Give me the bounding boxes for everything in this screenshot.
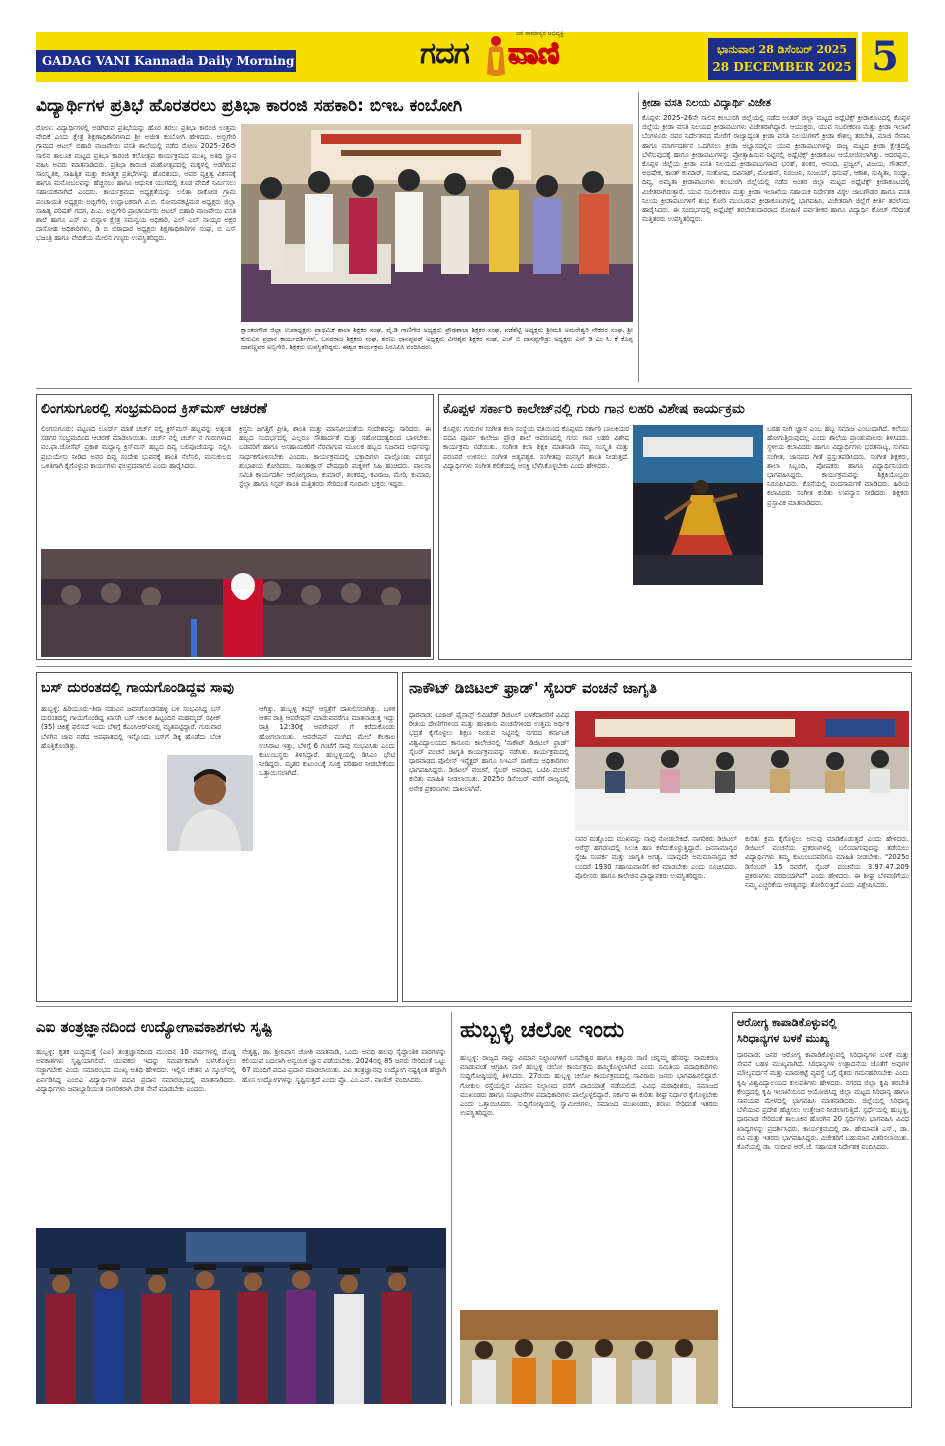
body-cyber-col1: ಧಾರವಾಡ: ಬಜಾಜ್ ಫೈನಾನ್ಸ್ ಲಿಮಿಟೆಡ್ ಡಿಜಿಟಲ್ ಬಳಕೆದಾರರಿಗೆ ವಿವಿಧ ರೀತಿಯ ದೇಣಿಗೆಗಳಿಂದ ಮತ್ತು ಹಣಕಾಸು ವಂಚನೆಗಳಿಂದ ಉತ್ತಮ ಅರ್ಥಿಕ ಭದ್ರತೆ ಕೈಗೊಳ್ಳಲು ಶಿಕ್ಷಣ ನೀಡುವ ನಿಟ್ಟಿನಲ್ಲಿ ನಗರದ ಕರ್ನಾಟಕ ವಿಶ್ವವಿದ್ಯಾಲಯದ ಕಾನೂನು ಕಾಲೇಜಿನಲ್ಲಿ 'ನಾಕೌಟ್ ಡಿಜಿಟಲ್ ಫ್ರಾಡ್' ಸೈಬರ್ ವಂಚನೆ ಜಾಗೃತಿ ಕಾರ್ಯಕ್ರಮವನ್ನು ನಡೆಸಿತು. ಕಾರ್ಯಕ್ರಮದಲ್ಲಿ ಧಾರವಾಡದ ಪೊಲೀಸ್ ಇನ್ಸ್ಪೆಕ್ಟರ್ ಹಾಗೂ ಸಿಇಎನ್ ಠಾಣೆಯ ಅಧಿಕಾರಿಗಳು ಭಾಗವಹಿಸಿದ್ದರು. ಡಿಜಿಟಲ್ ವಂಚನೆ, ಸೈಬರ್ ಅಪರಾಧ, ಒಟಿಪಿ ವಂಚನೆ ಕುರಿತು ಮಾಹಿತಿ ನೀಡಲಾಯಿತು. 2025ರ ಡಿಸೆಂಬರ್ ವರೆಗೆ ರಾಜ್ಯದಲ್ಲಿ ಅನೇಕ ಪ್ರಕರಣಗಳು ದಾಖಲಾಗಿವೆ.: [409, 711, 569, 793]
body-hubli: ಹುಬ್ಬಳ್ಳಿ: ರಾಜ್ಯದ ನಾನ್ನು ವಿಮಾನ ನಿಲ್ದಾಣಗಳಿಗೆ ಬಸವೇಶ್ವರ ಹಾಗೂ ಕಿತ್ತೂರು ರಾಣಿ ಚನ್ನಮ್ಮ ಹೆಸರನ್ನು ನಾಮಕರಣ ಮಾಡುವಂತೆ ಆಗ್ರಹಿಸಿ ನಾಳೆ ಹುಬ್ಬಳ್ಳಿ ಚಲೋ ಕಾರ್ಯಕ್ರಮ ಹಮ್ಮಿಕೊಳ್ಳಲಾಗಿದೆ ಎಂದು ಸಮಿತಿಯ ಪದಾಧಿಕಾರಿಗಳು ಸುದ್ದಿಗೋಷ್ಠಿಯಲ್ಲಿ ತಿಳಿಸಿದರು. 27ರಂದು ಹುಬ್ಬಳ್ಳಿ ಚಲೋ ಕಾರ್ಯಕ್ರಮದಲ್ಲಿ ಸಾವಿರಾರು ಜನರು ಭಾಗವಹಿಸಲಿದ್ದಾರೆ. ಗೋಕುಲ ರಸ್ತೆಯಲ್ಲಿನ ವಿಮಾನ ನಿಲ್ದಾಣದ ವರೆಗೆ ಪಾದಯಾತ್ರೆ ನಡೆಯಲಿದೆ. ವಿವಿಧ ಮಠಾಧೀಶರು, ಸಮಾಜದ ಮುಖಂಡರು ಹಾಗೂ ಸಂಘಟನೆಗಳ ಪದಾಧಿಕಾರಿಗಳು ಪಾಲ್ಗೊಳ್ಳಲಿದ್ದಾರೆ. ಸರ್ಕಾರ ಈ ಕುರಿತು ಶೀಘ್ರ ನಿರ್ಧಾರ ಕೈಗೊಳ್ಳಬೇಕು ಎಂದು ಒತ್ತಾಯಿಸಿದರು. ಸುದ್ದಿಗೋಷ್ಠಿಯಲ್ಲಿ ಸ್ವಾಮೀಜಿಗಳು, ಸಮಾಜದ ಮುಖಂಡರು, ಶರಣು ಸೇರಿದಂತೆ ಇತರರು ಉಪಸ್ಥಿತರಿದ್ದರು.: [460, 1054, 718, 1118]
article-bieo: [36, 92, 634, 384]
masthead-banner: GADAG VANI Kannada Daily Morning: [36, 50, 296, 72]
column-divider: [451, 1012, 452, 1406]
date-box: [708, 38, 856, 80]
article-cyber: [402, 672, 912, 1002]
article-sports: [642, 92, 912, 384]
article-koppal: [438, 394, 912, 660]
headline-bieo: ವಿದ್ಯಾರ್ಥಿಗಳ ಪ್ರತಿಭೆ ಹೊರತರಲು ಪ್ರತಿಭಾ ಕಾರಂಜಿ ಸಹಕಾರಿ: ಬಿಇಒ ಕಂಬೋಗಿ: [36, 96, 463, 116]
body-health: ಧಾರವಾಡ: ಜನರ ಆರೋಗ್ಯ ಕಾಪಾಡಿಕೊಳ್ಳುವಲ್ಲಿ ಸಿರಿಧಾನ್ಯಗಳ ಬಳಕೆ ಮತ್ತು ಸೇವನೆ ಬಹಳ ಮುಖ್ಯವಾಗಿದೆ. ಸಿರಿಧಾನ್ಯಗಳ ಉತ್ಪಾದನೆಯ ಜೊತೆಗೆ ಅವುಗಳ ಮೌಲ್ಯವರ್ಧನೆ ಮತ್ತು ಮಾರುಕಟ್ಟೆ ವ್ಯವಸ್ಥೆ ಬಗ್ಗೆ ರೈತರು ಗಮನಹರಿಸಬೇಕು ಎಂದು ಕೃಷಿ ವಿಶ್ವವಿದ್ಯಾಲಯದ ಕುಲಪತಿಗಳು ಹೇಳಿದರು. ನಗರದ ಜಿಲ್ಲಾ ಕೃಷಿ ತರಬೇತಿ ಕೇಂದ್ರದಲ್ಲಿ ಕೃಷಿ ಇಲಾಖೆಯಿಂದ ಆಯೋಜಿಸಿದ್ದ ಜಿಲ್ಲಾ ಮಟ್ಟದ ಸಿರಿಧಾನ್ಯ ಹಾಗೂ ಸಾವಯವ ಮೇಳದಲ್ಲಿ ಭಾಗವಹಿಸಿ ಮಾತನಾಡಿದರು. ಜಿಲ್ಲೆಯಲ್ಲಿ ಸಿರಿಧಾನ್ಯ ಬೆಳೆಯುವ ಪ್ರದೇಶ ಹೆಚ್ಚಿಸಲು ಉತ್ತೇಜನ ನೀಡಲಾಗುತ್ತಿದೆ. ಸ್ಪರ್ಧೆಯಲ್ಲಿ ಹುಬ್ಬಳ್ಳಿ, ಧಾರವಾಡ ಸೇರಿದಂತೆ ತಾಲೂಕಿನ ಹೊರಗಿನ 20 ಸ್ಪರ್ಧಿಗಳು ಭಾಗವಹಿಸಿ ವಿವಿಧ ಖಾದ್ಯಗಳನ್ನು ಪ್ರದರ್ಶಿಸಿದರು. ಕಾರ್ಯಕ್ರಮದಲ್ಲಿ ಡಾ. ಹೇಮಾವತಿ ಎಸ್., ಡಾ. ರವಿ ಮತ್ತು ಇತರರು ಭಾಗವಹಿಸಿದ್ದರು. ವಿಜೇತರಿಗೆ ಬಹುಮಾನ ವಿತರಿಸಲಾಯಿತು. ಕೊನೆಯಲ್ಲಿ ಡಾ. ಸಂದೀಪ ಆರ್.ಜೆ. ಸಹಾಯಕ ನಿರ್ದೇಶಕ ವಂದಿಸಿದರು.: [737, 1051, 909, 1152]
body-ai-col2: ನೇತೃತ್ವ, ಡಾ. ಶ್ರೀನಿವಾಸ ಜೋಶಿ ಮಾತನಾಡಿ, ಒಂದು ಅವಧಿ ಹಲವು ಸೈದ್ಧಾಂತಿಕ ಪಾಠಗಳನ್ನು ಕಲಿಯುವ ಬದಲಾಗಿ ಅನ್ವಯಿಕ ಜ್ಞಾನ ಪಡೆಯಬೇಕು. 2024ರಲ್ಲಿ 85 ಜನರು ಸೇರಿದಂತೆ ಒಟ್ಟು 67 ಮಂದಿಗೆ ಪದವಿ ಪ್ರದಾನ ಮಾಡಲಾಯಿತು. ಎಐ ತಂತ್ರಜ್ಞಾನವು ಉದ್ಯೋಗ ನಷ್ಟಕ್ಕಿಂತ ಹೆಚ್ಚಾಗಿ ಹೊಸ ಉದ್ಯೋಗಗಳನ್ನು ಸೃಷ್ಟಿಸುತ್ತದೆ ಎಂದು ಪ್ರೊ. ಎಂ.ಎನ್. ವಾಣಿಜ್ ವಂದಿಸಿದರು.: [242, 1048, 446, 1084]
photo-bieo-event: [241, 124, 633, 322]
headline-bus: ಬಸ್ ದುರಂತದಲ್ಲಿ ಗಾಯಗೊಂಡಿದ್ದವ ಸಾವು: [41, 680, 234, 696]
body-koppal-col1: ಕೊಪ್ಪಳ: ಗುರುಗಳ ಸಂಗೀತ ಕಲಾ ಸಂಸ್ಥೆಯ ವತಿಯಿಂದ ಕೊಪ್ಪಳದ ಸರ್ಕಾರಿ ಬಾಲಕಿಯರ ಪದವಿ ಪೂರ್ವ ಕಾಲೇಜು ಪ್ರೌಢ ಶಾಲೆ ಆವರಣದಲ್ಲಿ ಗುರು ಗಾನ ಲಹರಿ ವಿಶೇಷ ಕಾರ್ಯಕ್ರಮ ನಡೆಯಿತು. ಸಂಗೀತ ಕಲಾ ಶಿಕ್ಷಕಿ ಮಾತನಾಡಿ ನಮ್ಮ ಸಂಸ್ಕೃತಿ ಮತ್ತು ಪರಂಪರೆ ಉಳಿಸಲು ಸಂಗೀತ ಅತ್ಯವಶ್ಯಕ. ಸಂಗೀತವು ಮನಸ್ಸಿಗೆ ಶಾಂತಿ ನೀಡುತ್ತದೆ. ವಿದ್ಯಾರ್ಥಿಗಳು ಸಂಗೀತ ಕಲಿಕೆಯಲ್ಲಿ ಆಸಕ್ತಿ ಬೆಳೆಸಿಕೊಳ್ಳಬೇಕು ಎಂದು ಹೇಳಿದರು.: [443, 425, 629, 470]
headline-cyber: ನಾಕೌಟ್ ಡಿಜಿಟಲ್ ಫ್ರಾಡ್' ಸೈಬರ್ ವಂಚನೆ ಜಾಗೃತಿ: [409, 679, 657, 697]
newspaper-logo: [420, 30, 580, 82]
logo-text-vani: ವಾಣಿ: [508, 36, 560, 71]
article-health: [732, 1012, 912, 1408]
headline-ai: ಎಐ ತಂತ್ರಜ್ಞಾನದಿಂದ ಉದ್ಯೋಗಾವಕಾಶಗಳು ಸೃಷ್ಟಿ: [36, 1018, 273, 1036]
logo-figure-icon: [484, 34, 508, 78]
body-cyber-col3: ಕುರಿತು ಕ್ರಮ ಕೈಗೊಳ್ಳಲು ಅನುವು ಮಾಡಿಕೊಡುತ್ತದೆ ಎಂದು ಹೇಳಿದರು. ಡಿಜಿಟಲ್ ವಂಚನೆಯ ಪ್ರಕರಣಗಳಲ್ಲಿ ಬಲಿಯಾಗುವುದನ್ನು ತಡೆಯಲು ವಿದ್ಯಾರ್ಥಿಗಳು ತಮ್ಮ ಕುಟುಂಬದವರಿಗೂ ಮಾಹಿತಿ ನೀಡಬೇಕು. "2025ರ ಡಿಸೆಂಬರ್ 15 ರವರೆಗೆ, ಸೈಬರ್ ವಂಚನೆಯ 3.97.47.209 ಪ್ರಕರಣಗಳು ವರದಿಯಾಗಿವೆ" ಎಂದು ಹೇಳಿದರು. ಈ ಶೀಘ್ರ ಬೆಳವಣಿಗೆಯು ನಮ್ಮ ಎಚ್ಚರಿಕೆಯ ಅಗತ್ಯವನ್ನು ತೋರಿಸುತ್ತದೆ ಎಂದು ವಿಶ್ಲೇಷಿಸಿದರು.: [745, 835, 909, 890]
body-christmas-col1: ಲಿಂಗಸುಗೂರು: ಪಟ್ಟಣದ ಲೂರ್ದ್ ಮಾತೆ ಚರ್ಚ್ ನಲ್ಲಿ ಕ್ರಿಸ್‌ಮಸ್ ಹಬ್ಬವನ್ನು ಅತ್ಯಂತ ಸಡಗರ ಸಂಭ್ರಮದಿಂದ ಆಚರಣೆ ಮಾಡಲಾಯಿತು. ಚರ್ಚ್ ನಲ್ಲಿ ಚರ್ಚ್ ನ ಗುರುಗಳಾದ ವಂ.ಫಾ.ಜೋಸೆಫ್ ಪ್ರಕಾಶ ಮದ್ದಾನ್ಯ ಕ್ರಿಸ್‌ಮಸ್ ಹಬ್ಬದ ದಿವ್ಯ ಬಲಿಪೂಜೆಯನ್ನು ಸಲ್ಲಿಸಿ ಪ್ರಭುಯೇಸು ನೀಡಿದ ಅವರ ದಿವ್ಯ ಸಂದೇಶ ಭುವನಕ್ಕೆ ಶಾಂತಿ ನೆಲೆಸಲಿ, ಮನುಕುಲದ ಒಳಿತಿಗಾಗಿ ಕೈಗೊಳ್ಳುವ ಕಾರ್ಯಗಳು ಫಲಪ್ರದವಾಗಲಿ ಎಂದು ಹಾರೈಸಿದರು.: [41, 425, 231, 470]
headline-koppal: ಕೊಪ್ಪಳ ಸರ್ಕಾರಿ ಕಾಲೇಜ್‌ನಲ್ಲಿ ಗುರು ಗಾನ ಲಹರಿ ವಿಶೇಷ ಕಾರ್ಯಕ್ರಮ: [443, 401, 745, 417]
logo-tagline: ಜನ ಸಾಮಾನ್ಯರ ಅಭಿವ್ಯಕ್ತಿ: [516, 30, 564, 37]
masthead: [0, 0, 945, 92]
page-number: 5: [862, 32, 908, 82]
article-bus: [36, 672, 398, 1002]
photo-cyber-event: [575, 711, 909, 831]
column-divider: [638, 92, 639, 382]
body-sports: ಕೊಪ್ಪಳ: 2025–26ನೇ ಸಾಲಿನ ಕಲಬುರಗಿ ಜಿಲ್ಲೆಯಲ್ಲಿ ನಡೆದ ಅಂತರ್ ಜಿಲ್ಲಾ ಮಟ್ಟದ ಅಥ್ಲೆಟಿಕ್ಸ್ ಕ್ರೀಡಾಕೂಟದಲ್ಲಿ ಕೊಪ್ಪಳ ಜಿಲ್ಲೆಯ ಕ್ರೀಡಾ ವಸತಿ ನಿಲಯದ ಕ್ರೀಡಾಪಟುಗಳು ವಿಜೇತರಾಗಿದ್ದಾರೆ. ಆಯುಕ್ತರು, ಯುವ ಸಬಲೀಕರಣ ಮತ್ತು ಕ್ರೀಡಾ ಇಲಾಖೆ ಬೆಂಗಳೂರು ರವರ ನಿರ್ದೇಶನದ ಮೇರೆಗೆ ರಾಜ್ಯಾದ್ಯಂತ ಕ್ರೀಡಾ ವಸತಿ ನಿಲಯಗಳಿಗೆ ಕ್ರೀಡಾ ಕೌಶಲ್ಯ ತರಬೇತಿ, ಮಾಜಿ ಸೇನಾನಿ ಹಾಗೂ ಮಾರ್ಗದರ್ಶನ ಒದಗಿಸಲು ಕ್ರೀಡಾ ಅಭ್ಯಾಸದಲ್ಲಿನ ಯುವ ಕ್ರೀಡಾಪಟುಗಳನ್ನು ರಾಜ್ಯ ಮಟ್ಟದ ಕ್ರೀಡಾ ಕ್ಷೇತ್ರದಲ್ಲಿ ಬೆಳೆಸುವುದಕ್ಕೆ ಹಾಗೂ ಕ್ರೀಡಾಪಟುಗಳನ್ನು ಪ್ರೋತ್ಸಾಹಿಸುವ ನಿಟ್ಟಿನಲ್ಲಿ ಅಥ್ಲೆಟಿಕ್ಸ್ ಕ್ರೀಡಾಕೂಟ ಆಯೋಜಿಸಲಾಗಿತ್ತು. ಆದರಪ್ಪನು, ಕೊಪ್ಪಳ ಜಿಲ್ಲೆಯ ಕ್ರೀಡಾ ವಸತಿ ನಿಲಯದ ಕ್ರೀಡಾಪಟುಗಳಾದ ಭರತ್, ಶಂಕರ, ಆನಂದ, ಪ್ರಜ್ವಲ್, ವಿಜಯ, ಗೌತಮ್, ಅಭಿಷೇಕ, ಕಾಂತ್ ಕುಮಾರ್, ಸಂತೋಷ, ದವಿನಾಶ್, ಮೋಹನ್, ನಿರಂಜನಿ, ಸಂಜಯ್, ಧನುಷ್, ಆಕಾಶ, ಸುಷ್ಮಿತಾ, ಸಂಧ್ಯಾ, ದಿವ್ಯ, ಅಮೃತಾ ಕ್ರೀಡಾಪಟುಗಳು ಕಲಬುರಗಿ ಜಿಲ್ಲೆಯಲ್ಲಿ ನಡೆದ ಅಂತರ ಜಿಲ್ಲಾ ಮಟ್ಟದ ಅಥ್ಲೆಟಿಕ್ಸ್ ಕ್ರೀಡಾಕೂಟದಲ್ಲಿ ವಿಜೇತರಾಗಿರುತ್ತಾರೆ. ಯುವ ಸಬಲೀಕರಣ ಮತ್ತು ಕ್ರೀಡಾ ಇಲಾಖೆಯ ಸಹಾಯಕ ನಿರ್ದೇಶಕ ವಿಠ್ಠಲ ಜಾಬಗೌಡರ ಹಾಗೂ ವಸತಿ ನಿಲಯ ಕ್ರೀಡಾಪಟುಗಳಿಗೆ ಶುಭ ಕೋರಿ ಮುಂಬರುವ ಕ್ರೀಡಾಕೂಟಗಳಲ್ಲಿ ಭಾಗವಹಿಸಿ, ವಿಜೇತರಾಗಿ ಜಿಲ್ಲೆಗೆ ಕೀರ್ತಿ ತರಲೆಂದು ಹಾರೈಸಿದರು. ಈ ಸಂದರ್ಭದಲ್ಲಿ ಅಥ್ಲೆಟಿಕ್ಸ್ ತರಬೇತುದಾರರಾದ ರೋಹಿಣಿ ಪರ್ವತೀಕರ ಹಾಗೂ ವಿದ್ಯಾರ್ಥಿ ಕೋಚ್ ಸೆರಿದಂತೆ ಮತ್ತಿತರರು ಉಪಸ್ಥಿತರಿದ್ದರು.: [642, 114, 910, 224]
article-hubli: [456, 1012, 722, 1408]
row-divider: [36, 388, 912, 389]
photo-koppal-dance: [633, 425, 763, 585]
headline-health-line2: ಸಿರಿಧಾನ್ಯಗಳ ಬಳಕೆ ಮುಖ್ಯ: [737, 1032, 830, 1045]
row-divider: [36, 666, 912, 667]
body-bieo-col1: ರೋಣ: ವಿದ್ಯಾರ್ಥಿಗಳಲ್ಲಿ ಅಡಗಿರುವ ಪ್ರತಿಭೆಯನ್ನು ಹೊರ ತರಲು ಪ್ರತಿಭಾ ಕಾರಂಜಿ ಉತ್ತಮ ವೇದಿಕೆ ಎಂದು ಕ್ಷೇತ್ರ ಶಿಕ್ಷಣಾಧಿಕಾರಿಗಳಾದ ಶ್ರೀ ಅಜೀತ ಕಂಬೋಗಿ ಹೇಳಿದರು. ಅಬ್ಬಿಗೇರಿ ಗ್ರಾಮದ ಆಟಲ್ ಬಿಹಾರಿ ವಾಜಪೇಯಿ ವಸತಿ ಶಾಲೆಯಲ್ಲಿ ನಡೆದ ರೋಣ 2025–26ನೇ ಸಾಲಿನ ತಾಲೂಕ ಮಟ್ಟದ ಪ್ರತಿಭಾ ಕಾರಂಜಿ ಕಲೋತ್ಸವ ಕಾರ್ಯಕ್ರಮದ ಮುಖ್ಯ ಅತಿಥಿ ಸ್ಥಾನ ವಹಿಸಿ ಅವರು ಮಾತನಾಡಿದರು. ಪ್ರತಿಭಾ ಕಾರಂಜಿ ಮಹೋತ್ಸವದಲ್ಲಿ ಮಕ್ಕಳಲ್ಲಿ ಅಡಗಿರುವ ಸಾಂಸ್ಕೃತಿಕ, ಸಾಹಿತ್ಯಿಕ ಮತ್ತು ಕಲಾತ್ಮಕ ಪ್ರತಿಭೆಗಳನ್ನು ಹೊರತಂದು, ಅವರ ವ್ಯಕ್ತಿತ್ವ ವಿಕಸನಕ್ಕೆ ಹಾಗೂ ಮನೋಬಲವನ್ನು ಹೆಚ್ಚಿಸಲು ಹಾಗೂ ಆಧುನಿಕ ಯುಗದಲ್ಲಿ ಕೂಡ ವೇದಿಕೆ ನಿರ್ಮಿಸಲು ಸಹಾಯಕವಾಗಿದೆ ಎಂದರು. ಕಾರ್ಯಕ್ರಮದ ಅಧ್ಯಕ್ಷತೆಯನ್ನು ಲಲಿತಾ ರಾಕೋಡ ಗ್ರಾಮ ಪಂಚಾಯತಿ ಅಧ್ಯಕ್ಷರು ಅಬ್ಬಿಗೇರಿ, ಉದ್ಘಾಟಕರಾಗಿ ವಿ.ಬಿ. ಸೋಮನಕಟ್ಟಿಮಠ ಅಧ್ಯಕ್ಷರು ಜಿಲ್ಲಾ ಸಾಹಿತ್ಯ ಪರಿಷತ್ ಗದಗ, ಪಿ.ಎ. ಅಬ್ಬಿಗೇರಿ ಪ್ರಾಚಾರ್ಯರು ಆಟಲ್ ಬಿಹಾರಿ ವಾಜಪೇಯಿ ವಸತಿ ಶಾಲೆ ಹಾಗೂ ಎಸ್ ಎ ಬಿನ್ನಾಳ ಕ್ಷೇತ್ರ ಸಮನ್ವಯ ಅಧಿಕಾರಿ, ಎಲ್ ಎಲ್ ನಾಯ್ಕರ ಅಕ್ಷರ ದಾಸೋಹ ಅಧಿಕಾರಿಗಳು, ಡಿ ಬಿ ಬಿರಾದಾರ ಅಧ್ಯಕ್ಷರು ಶಿಕ್ಷಣಾಧಿಕಾರಿಗಳ ಸಂಘ, ಬಿ ಎಸ್ ಭಜಂತ್ರಿ ಹಾಗೂ ವೇದಿಕೆಯ ಮೇಲಿನ ಗಣ್ಯರು ಉಪಸ್ಥಿತರಿದ್ದರು.: [36, 124, 236, 243]
headline-hubli: ಹುಬ್ಬಳ್ಳಿ ಚಲೋ ಇಂದು: [460, 1018, 625, 1043]
photo-hubli-pressmeet: [460, 1310, 718, 1404]
date-kannada: ಭಾನುವಾರ 28 ಡಿಸೆಂಬರ್ 2025: [716, 43, 848, 56]
row-divider: [36, 1006, 912, 1007]
body-ai-col1: ಹುಬ್ಬಳ್ಳಿ: ಕೃತಕ ಬುದ್ಧಿಮತ್ತೆ (ಎಐ) ತಂತ್ರಜ್ಞಾನದಿಂದ ಮುಂದಿನ 10 ವರ್ಷಗಳಲ್ಲಿ ದೊಡ್ಡ ಅವಕಾಶಗಳು ಸೃಷ್ಟಿಯಾಗಲಿವೆ. ಯುವಕರು ಇದನ್ನು ಸಮರ್ಪಕವಾಗಿ ಬಳಸಿಕೊಳ್ಳಲು ಸಜ್ಜಾಗಬೇಕು ಎಂದು ಸಮಾರಂಭದ ಮುಖ್ಯ ಅತಿಥಿ ಹೇಳಿದರು. ಇಲ್ಲಿನ ಚೇತನ ವಿ ಸ್ಕೂಲ್‌ನಲ್ಲಿ ಏರ್ಪಡಿಸಿದ್ದ ಎಂಬಿಎ ವಿದ್ಯಾರ್ಥಿಗಳ ಪದವಿ ಪ್ರದಾನ ಸಮಾರಂಭದಲ್ಲಿ ಮಾತನಾಡಿದರು. ವಿದ್ಯಾರ್ಥಿಗಳು ಜವಾಬ್ದಾರಿಯುತ ನಾಗರಿಕರಾಗಿ ದೇಶ ಸೇವೆ ಮಾಡಬೇಕು ಎಂದರು.: [36, 1048, 236, 1093]
logo-text-gadaga: ಗದಗ: [420, 36, 469, 71]
body-bus-col1: ಹುಬ್ಬಳ್ಳಿ: ಹಿರಿಯೂರು–ಶಿರಾ ನಡುವಿನ ಜವನಗೊಂಡನಹಳ್ಳಿ ಬಳಿ ಸಂಭವಿಸಿದ್ದ ಬಸ್ ದುರಂತದಲ್ಲಿ ಗಾಯಗೊಂಡಿದ್ದ ಖಾಸಗಿ ಬಸ್ ಚಾಲಕ ಹಿಟ್ಟಂದಿನ ಮಹಮ್ಮದ್ ರಫೀಕ್ (35) ಚಿಕಿತ್ಸೆ ಫಲಿಸದೆ ಇಂದು ಬೆಳಿಗ್ಗೆ ಕೆಎಂಸಿಆರ್‌ಐನಲ್ಲಿ ಮೃತಪಟ್ಟಿದ್ದಾರೆ. ಗುರುವಾರ ಬೆಳಗಿನ ಜಾವ ನಡೆದ ಅಪಘಾತದಲ್ಲಿ ಇನ್ನೊಂದು ಬಸ್‌ಗೆ ಡಿಕ್ಕಿ ಹೊಡೆದು ಬೆಂಕಿ ಹೊತ್ತಿಕೊಂಡಿತ್ತು.: [41, 705, 221, 750]
headline-health-line1: ಆರೋಗ್ಯ ಕಾಪಾಡಿಕೊಳ್ಳುವಲ್ಲಿ: [737, 1016, 837, 1029]
body-bus-col2: ಆಗಿತ್ತು. ಹುಬ್ಬಳ್ಳಿ ಕಿಮ್ಸ್ ಆಸ್ಪತ್ರೆಗೆ ದಾಖಲಿಸಲಾಗಿತ್ತು. ಬಳಿಕ ಆತನ ರಾತ್ರಿ ಆಪರೇಷನ್ ಮಾಡುವವರೆಗೂ ಮಾತನಾಡುತ್ತ ಇದ್ದು ರಾತ್ರಿ 12:30ಕ್ಕೆ ಆಪರೇಷನ್ ಗೆ ಕರೆದುಕೊಂಡು ಹೋಗಲಾಯಿತು. ಆಪರೇಷನ್ ಮುಗಿದ ಮೇಲೆ ಕೆಲಕಾಲ ಉಸಿರಾಟ ಇತ್ತು, ಬೆಳಿಗ್ಗೆ 6 ಗಂಟೆಗೆ ಸಾವು ಸಂಭವಿಸಿತು ಎಂದು ಕುಟುಂಬಸ್ಥರು ತಿಳಿಸಿದ್ದಾರೆ. ಹುಬ್ಬಳ್ಳಿಯಲ್ಲಿ ಡಿಸಿಎಂ ಭೇಟಿ ನೀಡಿದ್ದರು. ಮೃತರ ಕುಟುಂಬಕ್ಕೆ ಸೂಕ್ತ ಪರಿಹಾರ ನೀಡಬೇಕೆಂದು ಒತ್ತಾಯಿಸಲಾಗಿದೆ.: [259, 705, 395, 778]
headline-sports: ಕ್ರೀಡಾ ವಸತಿ ನಿಲಯ ವಿದ್ಯಾರ್ಥಿ ವಿಜೇತ: [642, 97, 771, 109]
body-cyber-col2: ನವರ ಮತ್ತೊಂದು ಮುಖವನ್ನು ನಾವು ನೋಡಬೇಕಿದೆ. ನಾಗರಿಕರು ಡಿಜಿಟಲ್ ಅರೆಸ್ಟ್ ಹಗರಣದಲ್ಲಿ ಸಿಲುಕಿ ಹಣ ಕಳೆದುಕೊಳ್ಳುತ್ತಿದ್ದಾರೆ. ಜನಸಾಮಾನ್ಯರ ಸ್ನೇಹಿ ಸಂಪರ್ಕ ಮತ್ತು ಜಾಗೃತಿ ಅಗತ್ಯ. ಯಾವುದೇ ಅನುಮಾನಾಸ್ಪದ ಕರೆ ಬಂದರೆ 1930 ಸಹಾಯವಾಣಿಗೆ ಕರೆ ಮಾಡಬೇಕು ಎಂದು ಸೂಚಿಸಿದರು. ಪೊಲೀಸರು ಹಾಗೂ ಕಾಲೇಜಿನ ಪ್ರಾಧ್ಯಾಪಕರು ಉಪಸ್ಥಿತರಿದ್ದರು.: [575, 835, 737, 880]
body-christmas-col2: ಕ್ರಿಸ್ತನು ಜಗತ್ತಿಗೆ ಪ್ರೀತಿ, ಶಾಂತಿ ಮತ್ತು ಮಾನವೀಯತೆಯ ಸಂದೇಶವನ್ನು ಸಾರಿದರು. ಈ ಹಬ್ಬದ ಸಂದರ್ಭದಲ್ಲಿ ಎಲ್ಲರೂ ಸೌಹಾರ್ದತೆ ಮತ್ತು ಸಹೋದರತ್ವದಿಂದ ಬಾಳಬೇಕು. ಬಡವರಿಗೆ ಹಾಗೂ ಅಸಹಾಯಕರಿಗೆ ನೆರವಾಗುವ ಮೂಲಕ ಹಬ್ಬದ ನಿಜವಾದ ಅರ್ಥವನ್ನು ಸಾರ್ಥಕಗೊಳಿಸಬೇಕು ಎಂದರು. ಕಾರ್ಯಕ್ರಮದಲ್ಲಿ ಭಕ್ತಾದಿಗಳು ಪಾಲ್ಗೊಂಡು ಪರಸ್ಪರ ಶುಭಾಶಯ ಕೋರಿದರು. ಸಾಂತಾಕ್ಲಾಸ್ ವೇಷಧಾರಿ ಮಕ್ಕಳಿಗೆ ಸಿಹಿ ಹಂಚಿದರು. ಪಾಲನಾ ಸಮಿತಿ ಕಾರ್ಯದರ್ಶಿ ಆರೋಗ್ಯರಾಜ, ಕುಮಾರ್, ಶಂಕರಪ್ಪ, ಕವಿರಾಜ, ಮೇರಿ, ಕುಮಾರ, ಸ್ಟೆಲ್ಲಾ ಹಾಗೂ ಸಿಸ್ಟರ್ ಶಾಂತಿ ಮತ್ತಿತರರು ಸೇರಿದಂತೆ ನೂರಾರು ಭಕ್ತರು ಇದ್ದರು.: [239, 425, 431, 489]
photo-christmas: [41, 549, 431, 657]
body-koppal-col2: ಬರಹ ನೀಗಿ ಜ್ಞಾನ ಎಂಬ ಹಬ್ಬ ಸಮಾಜ ಎಂಬುದಾಗಿದೆ. ಕಲೆಯು ಹೋಗುತ್ತಿರುವುದಲ್ಲ ಎಂದು ಶಾಲೆಯ ಪ್ರಾಂಶುಪಾಲರು ತಿಳಿಸಿದರು. ಸ್ಥಳೀಯ ಕಲಾವಿದರು ಹಾಗೂ ವಿದ್ಯಾರ್ಥಿಗಳು ಭರತನಾಟ್ಯ, ಸುಗಮ ಸಂಗೀತ, ಜಾನಪದ ಗೀತೆ ಪ್ರಸ್ತುತಪಡಿಸಿದರು. ಸಂಗೀತ ಶಿಕ್ಷಕರು, ಶಾಲಾ ಸಿಬ್ಬಂದಿ, ಪೋಷಕರು ಹಾಗೂ ವಿದ್ಯಾರ್ಥಿನಿಯರು ಭಾಗವಹಿಸಿದ್ದರು. ಕಾರ್ಯಕ್ರಮವನ್ನು ಶಿಕ್ಷಕಿಯೊಬ್ಬರು ನಿರೂಪಿಸಿದರು. ಕೊನೆಯಲ್ಲಿ ವಂದನಾರ್ಪಣೆ ಮಾಡಿದರು. ಹಿರಿಯ ಕಲಾವಿದರು ಸಂಗೀತ ಕುರಿತು ಉಪನ್ಯಾಸ ನೀಡಿದರು. ಶಿಕ್ಷಕರು ಪ್ರಸ್ತಾವಿಕ ಮಾತನಾಡಿದರು.: [767, 425, 909, 507]
photo-bus-victim: [167, 755, 253, 851]
article-christmas: [36, 394, 434, 660]
caption-bieo: ಕ್ಷಾಂತರಗೌಡ ಜಿಲ್ಲಾ ಉಪಾಧ್ಯಕ್ಷರು ಪ್ರಾಥಮಿಕ ಶಾಲಾ ಶಿಕ್ಷಕರ ಸಂಘ, ವೈ.ಡಿ ಗಾಣಿಗೇರ ಅಧ್ಯಕ್ಷರು ಪ್ರೌಢಶಾಲಾ ಶಿಕ್ಷಕರ ಸಂಘ, ಪಡೆಶೆಟ್ಟಿ ಅಧ್ಯಕ್ಷರು ಶ್ರೀಮತಿ ಅಮರೇಶ್ವರಿ ನೌಕರರ ಸಂಘ, ಶ್ರೀ ಕುರುವಿನ ಪ್ರಧಾನ ಕಾರ್ಯದರ್ಶಿಗಳು, ಬಸವರಾಜ ಶಿಕ್ಷಕರು ಸಂಘ, ಶರಣು ಧಾನಪ್ಪವರ್ ಅಧ್ಯಕ್ಷರು ವೀರಶೈವ ಶಿಕ್ಷಕರ ಸಂಘ, ಎಚ್ ಬಿ ದಾನಪ್ಪಗೌಡ್ರು ಅಧ್ಯಕ್ಷರು ಎಸ್ ಡಿ ಎಂ ಸಿ, ಕೆ ಕೊಪ್ಪ ದಾವಣ್ಣವರ ಅಬ್ಬಿಗೇರಿ, ಶಿಕ್ಷಕರು ಉಪಸ್ಥಿತರಿದ್ದರು. ಈಶ್ವರ ಕಾರ್ಯಕ್ರಮ ನಿರೂಪಿಸಿ ವಂದಿಸಿದರು.: [241, 326, 633, 352]
headline-christmas: ಲಿಂಗಸುಗೂರಲ್ಲಿ ಸಂಭ್ರಮದಿಂದ ಕ್ರಿಸ್‌ಮಸ್ ಆಚರಣೆ: [41, 401, 267, 417]
article-ai: [36, 1012, 446, 1408]
photo-ai-convocation: [36, 1228, 446, 1404]
date-english: 28 DECEMBER 2025: [712, 60, 852, 74]
